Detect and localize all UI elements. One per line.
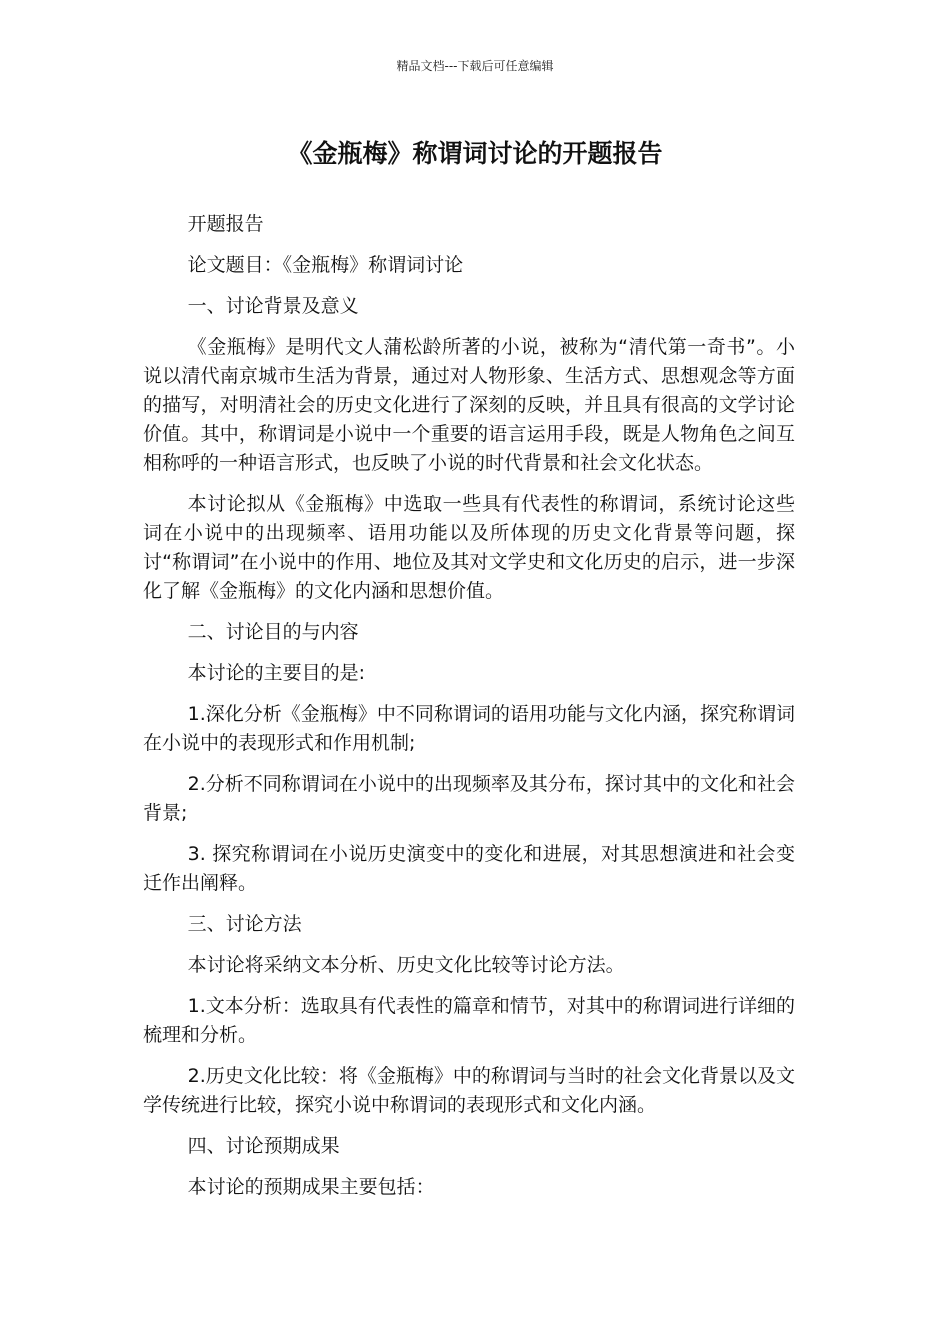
section-heading-goals: 二、讨论目的与内容: [187, 621, 359, 643]
header-note: 精品文档---下载后可任意编辑: [396, 59, 554, 73]
section-heading-background: 一、讨论背景及意义: [187, 295, 359, 317]
list-item-goal-1: 1.深化分析《金瓶梅》中不同称谓词的语用功能与文化内涵，探究称谓词在小说中的表现形式和作用机制;: [143, 703, 795, 754]
paragraph-background: 《金瓶梅》是明代文人蒲松龄所著的小说，被称为“清代第一奇书”。小说以清代南京城市生活为背景，通过对人物形象、生活方式、思想观念等方面的描写，对明清社会的历史文化进行了深刻的反映，并且具有很高的文学讨论价值。其中，称谓词是小说中一个重要的语言运用手段，既是人物角色之间互相称呼的一种语言形式，也反映了小说的时代背景和社会文化状态。: [143, 336, 795, 474]
list-item-goal-3: 3. 探究称谓词在小说历史演变中的变化和进展，对其思想演进和社会变迁作出阐释。: [143, 843, 795, 894]
list-item-method-2: 2.历史文化比较：将《金瓶梅》中的称谓词与当时的社会文化背景以及文学传统进行比较，探究小说中称谓词的表现形式和文化内涵。: [143, 1065, 795, 1116]
thesis-topic-line: 论文题目：《金瓶梅》称谓词讨论: [187, 254, 464, 276]
paragraph-goals-intro: 本讨论的主要目的是:: [187, 662, 366, 684]
paragraph-methods-intro: 本讨论将采纳文本分析、历史文化比较等讨论方法。: [187, 954, 625, 976]
document-body: [143, 210, 795, 1214]
list-item-goal-2: 2.分析不同称谓词在小说中的出现频率及其分布，探讨其中的文化和社会背景;: [143, 773, 795, 824]
list-item-method-1: 1.文本分析：选取具有代表性的篇章和情节，对其中的称谓词进行详细的梳理和分析。: [143, 995, 795, 1046]
paragraph-outcomes-intro: 本讨论的预期成果主要包括：: [187, 1176, 435, 1198]
section-label-report: 开题报告: [187, 213, 264, 235]
paragraph-research-plan: 本讨论拟从《金瓶梅》中选取一些具有代表性的称谓词，系统讨论这些词在小说中的出现频率、语用功能以及所体现的历史文化背景等问题，探讨“称谓词”在小说中的作用、地位及其对文学史和文化历史的启示，进一步深化了解《金瓶梅》的文化内涵和思想价值。: [143, 493, 795, 602]
section-heading-outcomes: 四、讨论预期成果: [187, 1135, 340, 1157]
section-heading-methods: 三、讨论方法: [187, 913, 302, 935]
document-title: 《金瓶梅》称谓词讨论的开题报告: [287, 139, 663, 168]
